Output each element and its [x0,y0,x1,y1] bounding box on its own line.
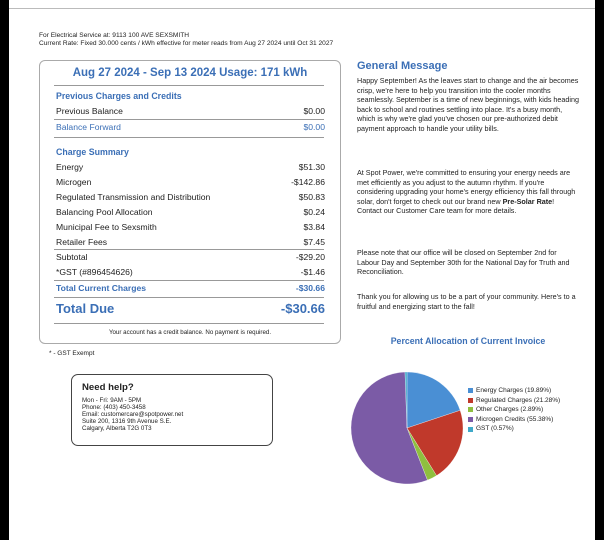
legend-item [468,396,560,406]
gst-exempt-note: * - GST Exempt [49,350,95,357]
charge-label: Energy [56,162,84,172]
charge-label: Regulated Transmission and Distribution [56,192,211,202]
message-paragraph: Thank you for allowing us to be a part of your community. Here's to a fruitful and energizing start to the fall! [357,292,576,311]
title-divider [54,85,324,86]
legend-swatch [468,427,473,432]
legend-label: Other Charges (2.89%) [476,406,544,414]
credit-note: Your account has a credit balance. No payment is required. [108,329,272,336]
divider [54,249,324,250]
help-phone[interactable]: Phone: (403) 450-3458 [82,404,146,411]
bill-page [9,0,595,540]
previous-charges-heading: Previous Charges and Credits [56,91,182,101]
charge-row [56,192,325,203]
divider [54,137,324,138]
legend-item [468,386,560,396]
charge-summary-heading: Charge Summary [56,147,129,157]
gst-row [56,267,325,278]
divider [54,119,324,120]
allocation-pie-chart [347,368,467,488]
charge-label: Balancing Pool Allocation [56,207,153,217]
service-address: For Electrical Service at: 9113 100 AVE SEXSMITH [39,32,190,39]
legend-label: GST (0.57%) [476,425,514,433]
top-divider [9,8,595,9]
subtotal-label: Subtotal [56,252,88,262]
help-address-line1: Suite 200, 1316 9th Avenue S.E. [82,418,172,425]
usage-title: Aug 27 2024 - Sep 13 2024 Usage: 171 kWh [72,67,308,79]
divider [54,323,324,324]
previous-balance-value: $0.00 [303,106,325,116]
subtotal-value: -$29.20 [295,252,325,262]
message-paragraph: Please note that our office will be closed on September 2nd for Labour Day and September 30th for the National Day for Truth and Reconciliation. [357,248,570,276]
chart-legend [468,386,560,434]
legend-swatch [468,398,473,403]
charge-label: Microgen [56,177,92,187]
charge-value: $3.84 [303,222,325,232]
legend-swatch [468,388,473,393]
balance-forward-value: $0.00 [303,122,325,132]
charge-row [56,162,325,173]
charge-row [56,222,325,233]
charge-row [56,237,325,248]
legend-swatch [468,417,473,422]
message-text: ! Contact our Customer Care team for more details. [357,196,555,215]
total-due-row [56,301,325,316]
total-due-value: -$30.66 [280,301,325,316]
divider [54,297,324,298]
message-paragraph [357,168,579,216]
total-current-label: Total Current Charges [56,283,147,293]
legend-label: Energy Charges (19.89%) [476,387,552,394]
pre-solar-rate-highlight: Pre-Solar Rate [502,196,553,206]
charge-label: Retailer Fees [56,237,108,247]
charge-value: $51.30 [298,162,325,172]
chart-title: Percent Allocation of Current Invoice [390,336,546,346]
balance-forward-label: Balance Forward [56,122,121,132]
gst-label: *GST (#896454626) [56,267,133,277]
legend-item [468,415,560,425]
legend-item [468,405,560,415]
previous-balance-row [56,106,325,117]
help-title: Need help? [82,382,134,393]
subtotal-row [56,252,325,263]
legend-label: Regulated Charges (21.28%) [476,396,561,404]
gst-value: -$1.46 [300,267,325,277]
legend-swatch [468,407,473,412]
billing-summary-box [39,60,341,344]
charge-row [56,177,325,188]
message-text: At Spot Power, we're committed to ensuring your energy needs are met efficiently as you adjust to the autumn rhythm. If you're considering upgrading your home's energy efficiency this fall through solar, don't forget to check out our brand new [357,168,576,206]
help-address-line2: Calgary, Alberta T2G 0T3 [82,425,152,432]
help-box [71,374,273,446]
previous-balance-label: Previous Balance [56,106,123,116]
total-current-value: -$30.66 [295,283,325,293]
service-header [39,32,333,48]
balance-forward-row [56,122,325,133]
general-message-title: General Message [357,60,448,72]
charge-label: Municipal Fee to Sexsmith [56,222,157,232]
charge-value: $50.83 [298,192,325,202]
message-paragraph: Happy September! As the leaves start to change and the air becomes crisp, we're here to help you transition into the cooler months seamlessly. September is a time of new beginnings, with kids heading back to school and routines settling into place. It's a busy month, which is why we're glad you've chosen our pre-authorized debit payment approach to handle your utility bills. [357,76,579,133]
total-due-label: Total Due [56,301,115,316]
total-current-row [56,283,325,294]
charge-value: $0.24 [303,207,325,217]
current-rate: Current Rate: Fixed 30.000 cents / kWh effective for meter reads from Aug 27 2024 until Oct 31 2027 [39,40,334,47]
legend-label: Microgen Credits (55.38%) [476,415,554,423]
help-hours: Mon - Fri: 9AM - 5PM [82,397,142,404]
charge-value: -$142.86 [291,177,325,187]
divider [54,280,324,281]
help-email[interactable]: Email: customercare@spotpower.net [82,411,184,418]
legend-item [468,424,560,434]
charge-row [56,207,325,218]
charge-value: $7.45 [303,237,325,247]
